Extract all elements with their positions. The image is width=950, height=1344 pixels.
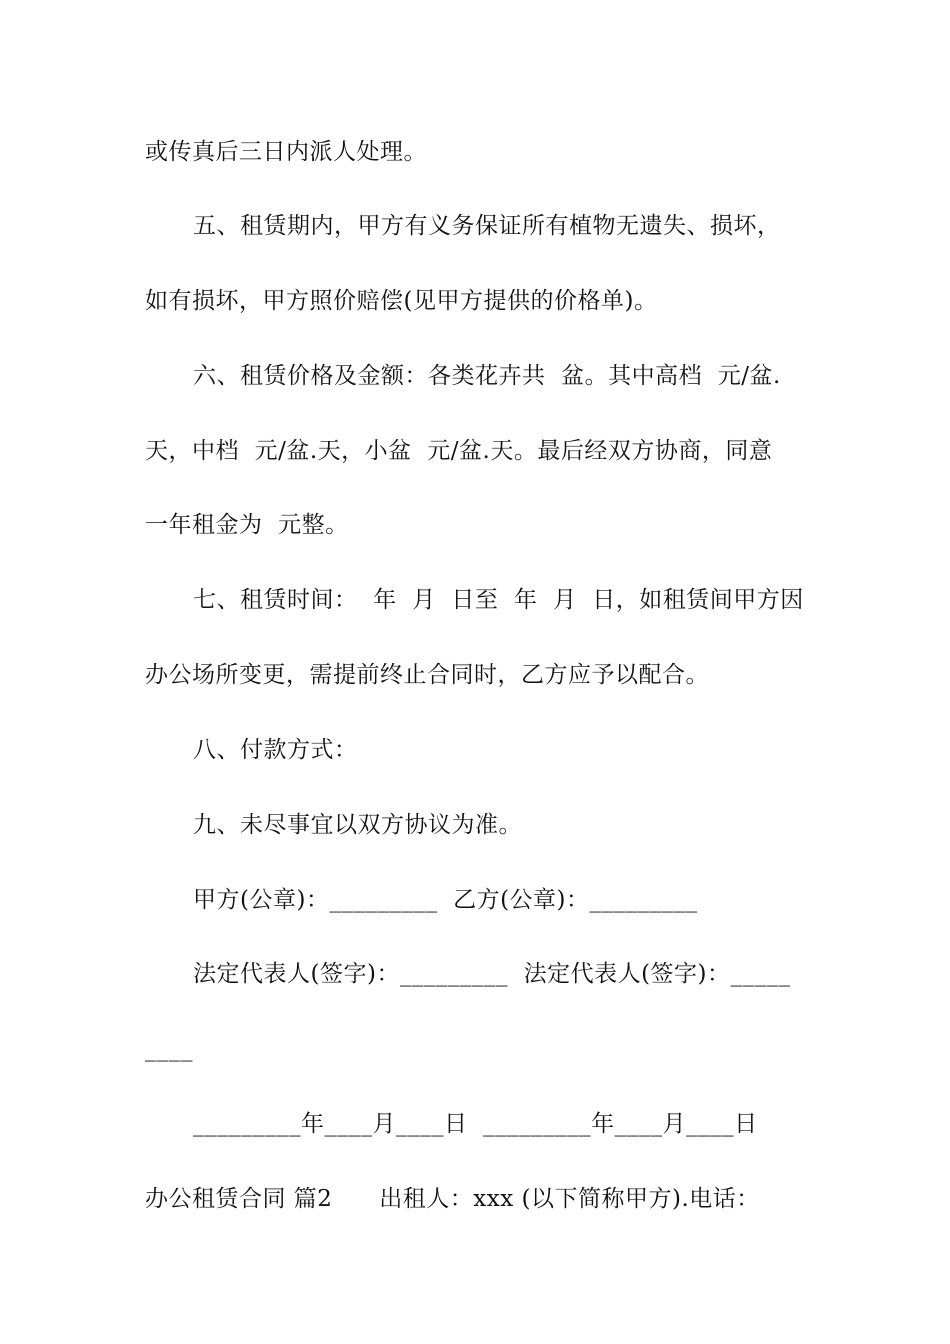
signature-line-seal: 甲方(公章)：_________ 乙方(公章)：_________ — [193, 887, 698, 913]
paragraph-line: 或传真后三日内派人处理。 — [145, 139, 427, 165]
paragraph-line: 八、付款方式： — [193, 737, 358, 763]
paragraph-line: 天，中档 元/盆.天，小盆 元/盆.天。最后经双方协商，同意 — [145, 438, 773, 464]
paragraph-line: 九、未尽事宜以双方协议为准。 — [193, 812, 522, 838]
paragraph-line: 如有损坏，甲方照价赔偿(见甲方提供的价格单)。 — [145, 288, 658, 314]
paragraph-line: 办公场所变更，需提前终止合同时，乙方应予以配合。 — [145, 662, 709, 688]
paragraph-line: 七、租赁时间： 年 月 日至 年 月 日，如租赁间甲方因 — [193, 587, 804, 613]
paragraph-line: 一年租金为 元整。 — [145, 512, 349, 538]
paragraph-line: 办公租赁合同 篇2 出租人：xxx (以下简称甲方).电话： — [145, 1186, 760, 1212]
signature-line-representative: 法定代表人(签字)：_________ 法定代表人(签字)：_____ — [193, 961, 791, 987]
paragraph-line: 六、租赁价格及金额：各类花卉共 盆。其中高档 元/盆. — [193, 363, 781, 389]
signature-line-continuation: ____ — [145, 1036, 193, 1062]
date-line: _________年____月____日 _________年____月____日 — [193, 1111, 758, 1137]
paragraph-line: 五、租赁期内，甲方有义务保证所有植物无遗失、损坏， — [193, 213, 781, 239]
